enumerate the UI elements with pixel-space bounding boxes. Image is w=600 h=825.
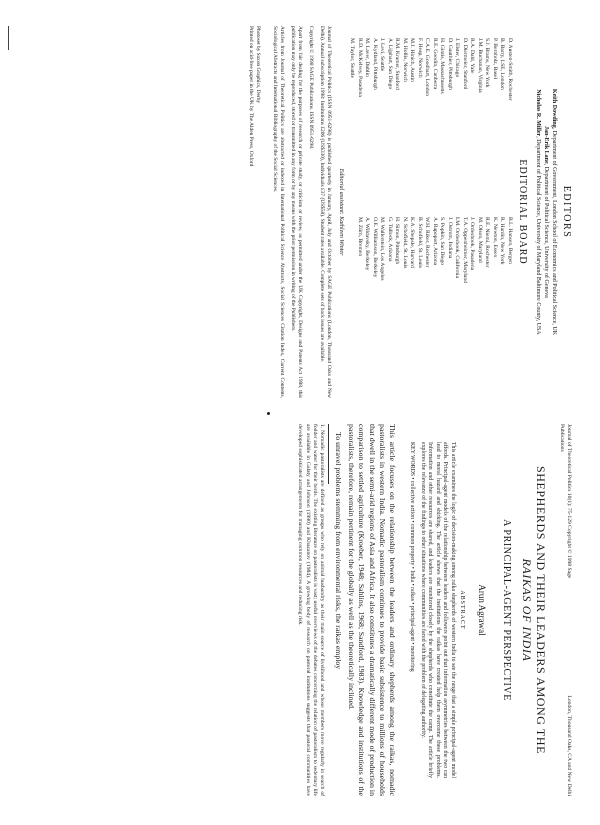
- board-member: R.D. McKelvey, Pasadena: [357, 38, 363, 97]
- board-member: R.M. Kramer, Stanford: [394, 38, 401, 90]
- article-title-main: SHEPHERDS AND THEIR LEADERS AMONG THE: [534, 465, 548, 755]
- editor-line: Jan-Erik Lane, Department of Political Science, University of Geneva: [543, 126, 549, 298]
- board-member: M. Hollis, Norwich: [402, 38, 408, 82]
- abstract-heading: ABSTRACT: [459, 590, 465, 630]
- editor-name: Jan-Erik Lane: [543, 126, 549, 164]
- board-member: W.H. Riker, Rochester: [424, 217, 431, 268]
- gutter-dot: [267, 412, 270, 415]
- board-member: J.M. Buchanan, Virginia: [477, 38, 483, 93]
- journal-citation-right: London, Thousand Oaks, CA and New Delhi: [566, 695, 572, 796]
- footnote-rule: [328, 424, 329, 484]
- board-member: J. Ostrom, Indiana: [447, 217, 453, 259]
- board-member: A. Rapoport, Arizona: [432, 217, 438, 266]
- board-member: P. Bernholz, Basel: [492, 38, 498, 80]
- article-title-em: RAIKAS OF INDIA: [520, 558, 534, 662]
- board-member: D. Diermeier, Stanford: [462, 38, 468, 90]
- editor-name: Keith Dowding: [551, 88, 557, 128]
- editor-affiliation: Department of Government, London School of Economics and Political Science, UK: [551, 130, 557, 336]
- board-member: D. Gauthier, Pittsburgh: [447, 38, 453, 90]
- board-member: I.M. Ordeshook, California: [454, 217, 461, 279]
- copyright-line: Copyright © 1998 SAGE Publications. ISSN 0951-6298.: [308, 26, 314, 150]
- board-list-right: [348, 217, 513, 386]
- article-column: [20, 424, 572, 796]
- board-member: B. Schofield, St. Louis: [417, 217, 423, 268]
- body-paragraph: To unravel problems stemming from environmental risks, the raikas employ: [334, 432, 344, 670]
- board-member: R.E. Goodin, Canberra: [432, 38, 438, 90]
- article-subtitle: A PRINCIPAL-AGENT PERSPECTIVE: [501, 519, 512, 701]
- board-member: R.E. Niemi, Rochester: [484, 217, 491, 268]
- board-member: K.A. Shepsle, Harvard: [409, 217, 416, 268]
- editor-affiliation: Department of Political Science, University of Maryland Baltimore County, USA: [535, 139, 541, 335]
- board-member: N. Schofield, St. Louis: [402, 217, 408, 269]
- article-body: [333, 424, 397, 796]
- board-member: M. Laver, Dublin: [364, 38, 371, 77]
- footnote: 1. Nomadic pastoralists are defined as groups who rely on animal husbandry as their main source of livelihood and whose members move regularly in search of fodder and water for their herds. The existing literature on pastoralists is vast; useful overviews of the debates concerning the relation of pastoralism to sedentary life are available in Galaty and Johnson (1990) and Khazanov (1984). A growing body of research on pastoral institutions suggests that pastoral communities have developed sophisticated arrangements for managing common resources and reducing risk.: [297, 424, 325, 796]
- board-member: M. Zürn, Bremen: [357, 217, 363, 257]
- masthead-column: [20, 26, 572, 398]
- board-member: F. Heap, Norwich: [417, 38, 423, 78]
- editor-affiliation: Department of Political Science, University of Geneva: [543, 166, 549, 298]
- board-member: M. Olson, Maryland: [477, 217, 483, 263]
- board-member: R.A. Dahl, Yale: [469, 38, 476, 74]
- journal-citation: [558, 424, 572, 796]
- board-member: G. Tullock, Arizona: [387, 217, 393, 262]
- imprint-line: Printed on acid-free paper in the UK by The Alden Press, Oxford: [248, 26, 254, 167]
- board-member: S. Popkin, San Diego: [439, 217, 446, 266]
- board-member: H. Simon, Pittsburgh: [394, 217, 401, 265]
- editorial-board-heading: EDITORIAL BOARD: [517, 159, 528, 265]
- article-author: Arun Agrawal: [477, 584, 487, 636]
- board-list-left: [348, 38, 513, 207]
- editor-name: Nicholas R. Miller: [535, 89, 541, 137]
- page-edge-mark: [8, 26, 9, 50]
- board-member: T.A. Oppenheimer, Maryland: [462, 217, 468, 283]
- subscription-info: Journal of Theoretical Politics (ISSN 0951-6298) is published quarterly in January, April, July and October by SAGE Publications (London, Thousand Oaks and New Delhi). Annual subscription 1998: Institutions £206 (US$330), Individuals £37 (US$58). Student rates available. Complete sets of back issues are available.: [319, 26, 332, 398]
- editorial-assistant: Editorial assistant: Kathleen Winter: [338, 168, 344, 256]
- board-member: B.L. Hansen, Bergen: [507, 217, 513, 264]
- board-member: R. Hardin, New York: [499, 217, 506, 265]
- board-member: A. Kydland, Pittsburgh: [372, 38, 378, 90]
- board-member: H. Gintis, Massachusetts: [439, 38, 446, 94]
- editor-line: Nicholas R. Miller, Department of Political Science, University of Maryland Baltimore County, USA: [535, 89, 541, 335]
- editor-line: Keith Dowding, Department of Government, London School of Economics and Political Science, UK: [551, 88, 557, 336]
- indexing-notice: Articles from Journal of Theoretical Politics are abstracted or indexed in International Political Science Abstracts, Social Sciences Citation Index, Current Contents, Sociological Abstracts and International Bibliography of the Social Sciences.: [272, 26, 285, 398]
- imprint: [247, 26, 261, 398]
- editors-heading: EDITORS: [561, 185, 572, 239]
- board-member: J. Elster, Chicago: [454, 38, 461, 78]
- board-member: A. Lijphart, San Diego: [387, 38, 393, 90]
- board-member: A. Wildavsky, Berkeley: [364, 217, 371, 271]
- abstract-text: This article examines the logic of decision-making among raika shepherds of western India to see the range that a simple principal-agent model affords. Principal-agent models of the relationship between leaders and followers point out that information asymmetries between the two can lead to moral hazard and shirking. The article shows that the institutions the raikas have created help them overcome these problems. Information and other resources are shared, and leaders are monitored closely by the shepherds who constitute the camp. The article briefly explores the relevance of the findings to other situations where communities are faced with the problem of delegating authority.: [419, 442, 456, 778]
- board-member: B. Barry, LSE, London: [499, 38, 506, 90]
- journal-citation-left: Journal of Theoretical Politics 10(1): 75-129 Copyright © 1998 Sage Publications: [559, 424, 572, 579]
- board-member: S.J. Brams, New York: [484, 38, 491, 88]
- board-member: J. Ordeshook, Pasadena: [469, 217, 476, 271]
- body-paragraph: This article focuses on the relationship between the leaders and ordinary shepherds among the raikas, nomadic pastoralists in western India. Nomadic pastoralism continues to provide basic subsistence to millions of households that dwell in the semi-arid regions of Asia and Africa. It also constitutes a dramatically different mode of production in comparison to settled agriculture (Kroeber, 1948; Sahlins, 1968; Sandford, 1983). Knowledge and institutions of the pastoralists, therefore, remain pertinent for the globally as well as the theoretically inclined.: [346, 424, 398, 796]
- editorial-board-list: [348, 26, 513, 398]
- board-member: M. Wallerstein, Los Angeles: [379, 217, 386, 281]
- board-member: C.A.E. Goodhart, London: [424, 38, 431, 97]
- keywords: KEY WORDS • collective action • common property • India • raikas • principal-agent • monitoring: [409, 442, 416, 672]
- board-member: M.J. Hinich, Austin: [409, 38, 416, 82]
- reproduction-notice: Apart from fair dealing for the purposes of research or private study, or criticism or review, as permitted under the UK Copyright, Designs and Patents Act 1988, this publication may only be reproduced, stored or transmitted in any form or by any means with the prior permission in writing of the Publishers.: [290, 26, 303, 398]
- board-member: O.E. Williamson, Berkeley: [372, 217, 378, 278]
- board-member: J. Levi, Seattle: [379, 38, 386, 72]
- board-member: D. Austen-Smith, Rochester: [507, 38, 513, 101]
- imprint-line: Photoset by Saxon Graphics, Derby: [255, 26, 261, 104]
- board-member: K. Newton, Essex: [492, 217, 498, 258]
- board-member: M. Taylor, Seattle: [349, 38, 356, 78]
- article-title: [520, 424, 548, 796]
